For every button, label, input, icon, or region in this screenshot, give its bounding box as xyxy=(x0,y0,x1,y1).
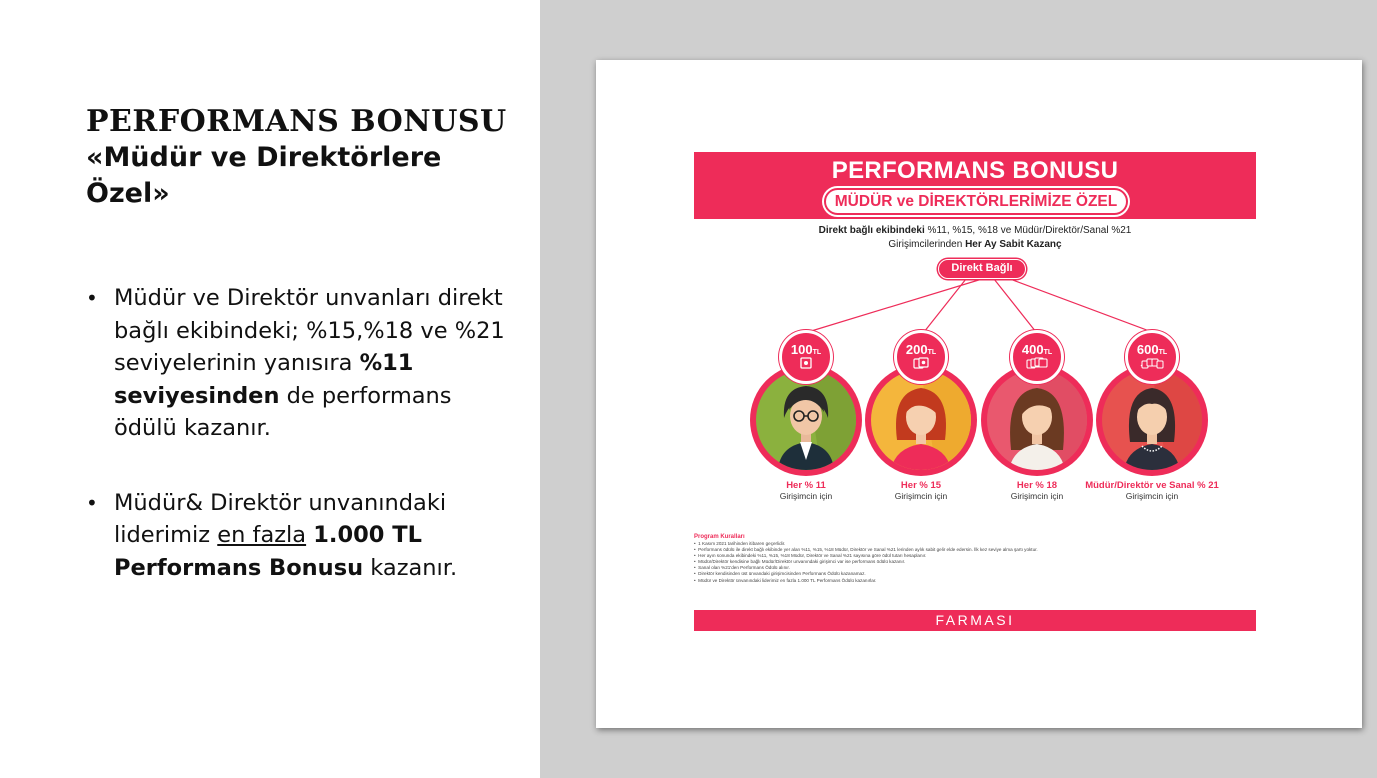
tier-badge xyxy=(779,330,833,384)
banknotes-fan-icon xyxy=(1128,357,1176,373)
bullet-item xyxy=(86,487,506,585)
banknotes-fan-icon xyxy=(897,357,945,373)
slide-title xyxy=(86,104,526,212)
farmasi-footer-logo: FARMASI xyxy=(694,610,1256,631)
woman-avatar-icon xyxy=(987,370,1087,470)
banner-title: PERFORMANS BONUSU xyxy=(831,157,1119,184)
bullet-item xyxy=(86,282,506,445)
tier-amount: 200 xyxy=(905,342,928,357)
slide-text-panel xyxy=(0,0,540,778)
banknotes-fan-icon xyxy=(1013,357,1061,373)
banner-subtitle: MÜDÜR ve DİREKTÖRLERİMİZE ÖZEL xyxy=(824,188,1128,215)
direkt-bagli-label: Direkt Bağlı xyxy=(938,259,1026,279)
tier-currency: TL xyxy=(927,349,937,356)
rule-item: • 1 Kasım 2021 tarihinden itibaren geçerlidir. xyxy=(694,541,786,546)
woman-avatar-icon xyxy=(1102,370,1202,470)
tier-caption: Girişimcin için xyxy=(1010,491,1064,501)
bullet-text: kazanır. xyxy=(363,554,458,581)
tier-caption: Girişimcin için xyxy=(779,491,833,501)
intro-bold: Direkt bağlı ekibindeki xyxy=(818,225,925,236)
tier-level: Her % 11 xyxy=(786,480,826,491)
rule-item: • Müdür/Direktör kendisine bağlı Müdür/Direktör unvanındaki girişimci var ise performans ödülü kazanır. xyxy=(694,559,906,565)
bullet-bold-text: %11 seviyesinden xyxy=(114,350,414,409)
slide-title-line2: «Müdür ve Direktörlere Özel» xyxy=(86,142,442,209)
woman-avatar-icon xyxy=(871,370,971,470)
tier-currency: TL xyxy=(1043,349,1053,356)
rules-title: Program Kuralları xyxy=(694,534,745,540)
program-rules xyxy=(694,533,1234,584)
rule-item: • Performans ödülü ile direkt bağlı ekibinde yer alan %11, %15, %18 Müdür, Direktör ve Sanal %21 lerinden aylık sabit gelir elde edersin. İlk kez seviye alma şartı yoktur. xyxy=(694,547,1038,553)
tree-connectors xyxy=(596,60,1362,360)
intro-bold2: Her Ay Sabit Kazanç xyxy=(965,239,1062,250)
bullet-dot: • xyxy=(86,490,98,515)
tier-badge xyxy=(1010,330,1064,384)
rules-list xyxy=(694,541,1234,584)
bullet-dot: • xyxy=(86,286,98,310)
tier-caption: Girişimcin için xyxy=(1125,491,1179,501)
tier-caption: Girişimcin için xyxy=(894,491,948,501)
tier-badge xyxy=(1125,330,1179,384)
tier-amount: 400 xyxy=(1021,342,1044,357)
embedded-document xyxy=(596,60,1362,728)
tier-level: Her % 18 xyxy=(1016,480,1058,491)
bullet-text: Müdür& Direktör unvanındaki liderimiz xyxy=(114,489,447,548)
bullet-text: de performans ödülü kazanır. xyxy=(114,382,452,441)
intro-text2: Girişimcilerinden xyxy=(888,239,966,250)
tier-badge xyxy=(894,330,948,384)
rule-item: • Her ayın sonunda ekibindeki %11, %15, %18 Müdür, Direktör ve Sanal %21 sayısına göre ödül tutarı hesaplanır. xyxy=(694,553,927,559)
rule-item: • Sanal olan %21'den Performans Ödülü alınır. xyxy=(694,565,790,571)
tier-level: Müdür/Direktör ve Sanal % 21 xyxy=(1085,480,1219,491)
bullet-list xyxy=(86,282,506,584)
tier-amount: 600 xyxy=(1136,342,1159,357)
banknote-icon xyxy=(782,357,830,373)
tier-amount: 100 xyxy=(790,342,813,357)
tier-currency: TL xyxy=(812,349,822,356)
intro-text: %11, %15, %18 ve Müdür/Direktör/Sanal %21 xyxy=(924,225,1132,236)
slide-title-line1: PERFORMANS BONUSU xyxy=(86,104,507,139)
tier-currency: TL xyxy=(1158,349,1168,356)
woman-avatar-icon xyxy=(756,370,856,470)
tier-card xyxy=(1085,330,1219,506)
tier-level: Her % 15 xyxy=(900,480,942,491)
rule-item: • Direktör kendisinden üst ünvandaki girişimcisinden Performans Ödülü kazanamaz. xyxy=(694,571,866,577)
rule-item: • Müdür ve Direktör ünvanındaki liderimiz en fazla 1.000 TL Performans Ödülü kazanırlar. xyxy=(694,577,877,583)
bullet-text: Müdür ve Direktör unvanları direkt bağlı ekibindeki; %15,%18 ve %21 seviyelerinin yanısıra xyxy=(114,285,505,376)
bullet-bold-text: 1.000 TL Performans Bonusu xyxy=(114,522,422,581)
bullet-underlined-text: en fazla xyxy=(217,522,307,548)
